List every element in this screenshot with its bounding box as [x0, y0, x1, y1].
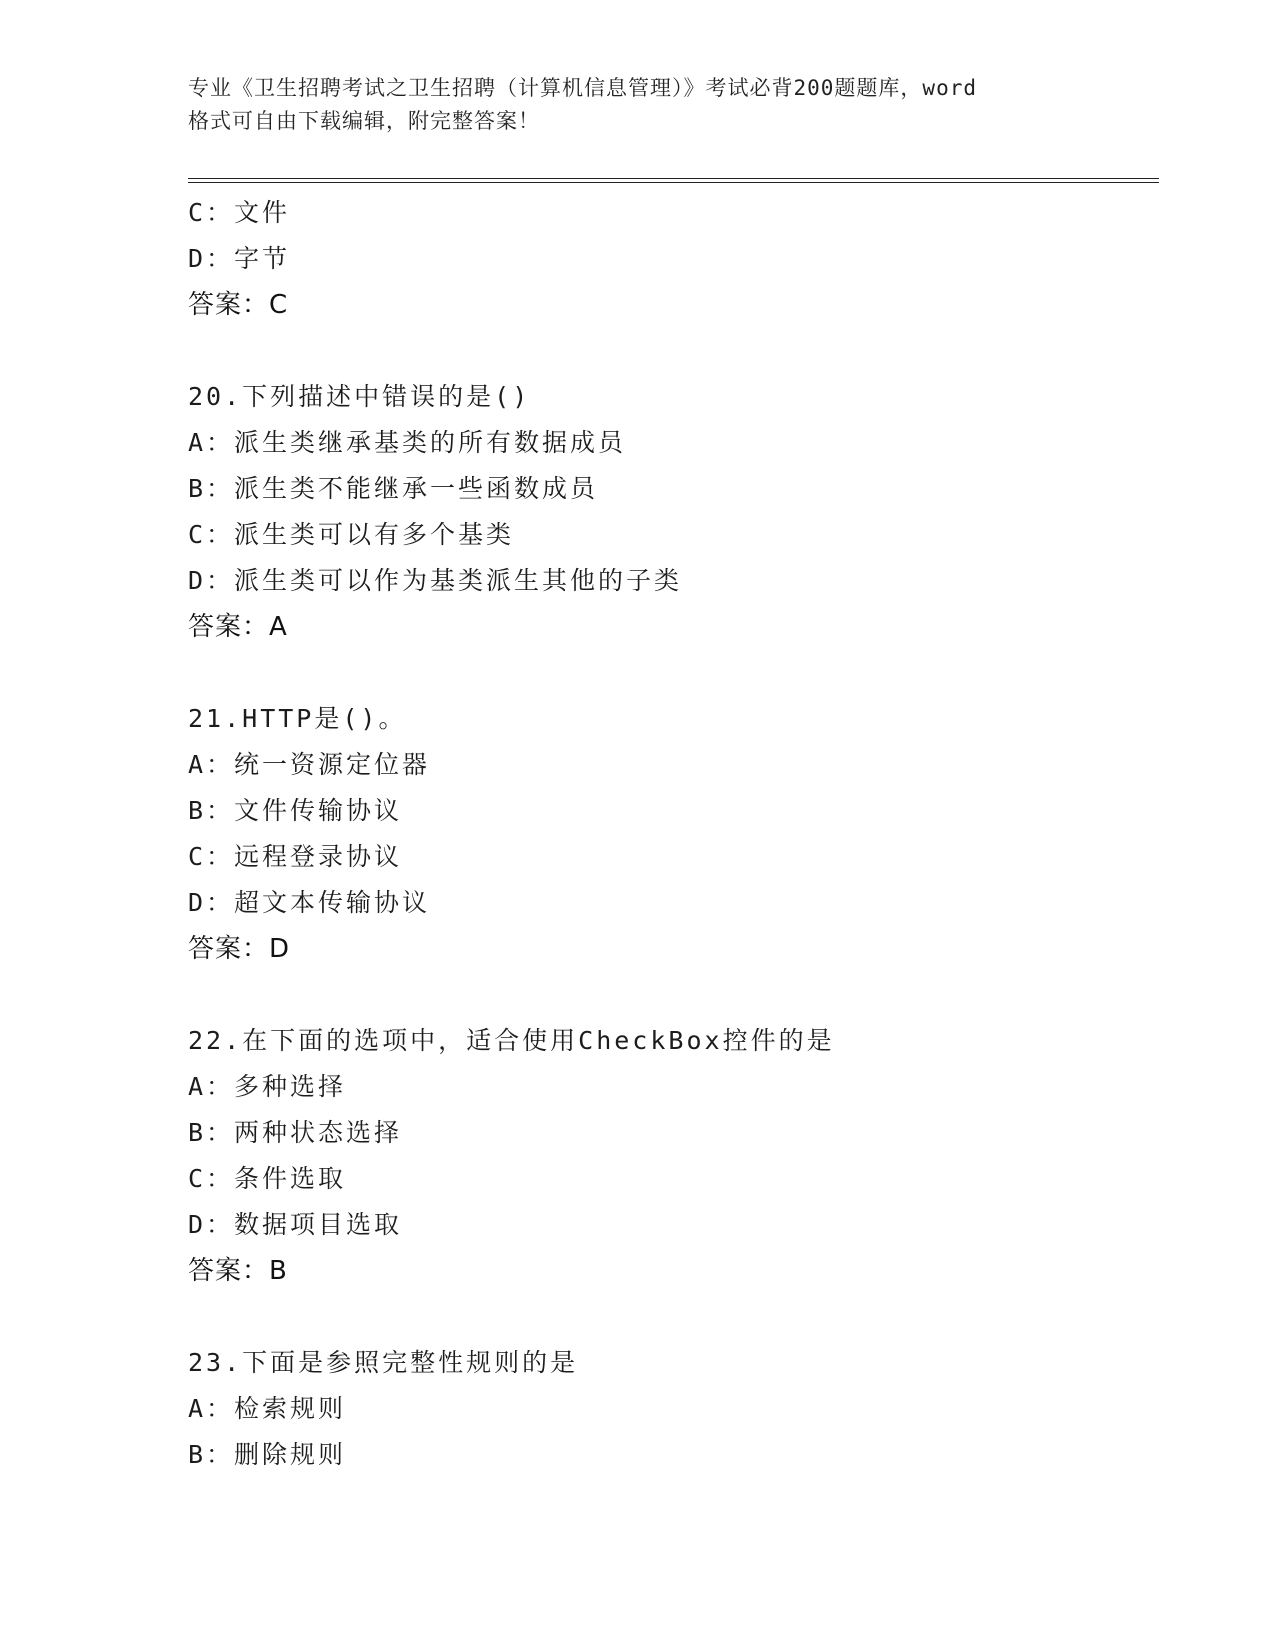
- header-line-1: 专业《卫生招聘考试之卫生招聘（计算机信息管理）》考试必背200题题库，word: [188, 76, 977, 100]
- spacer: [188, 1294, 1148, 1340]
- answer: 答案：D: [188, 934, 291, 964]
- option-d: D：派生类可以作为基类派生其他的子类: [188, 566, 683, 595]
- option-a: A：派生类继承基类的所有数据成员: [188, 428, 627, 457]
- option-b: B：派生类不能继承一些函数成员: [188, 474, 599, 503]
- header-line-2: 格式可自由下载编辑，附完整答案！: [188, 109, 540, 133]
- question-text: 21.HTTP是()。: [188, 704, 407, 733]
- option-c: C：派生类可以有多个基类: [188, 520, 515, 549]
- question-text: 20.下列描述中错误的是(): [188, 382, 531, 411]
- question-text: 22.在下面的选项中，适合使用CheckBox控件的是: [188, 1026, 835, 1055]
- option-c: C：条件选取: [188, 1164, 347, 1193]
- spacer: [188, 972, 1148, 1018]
- answer: 答案：A: [188, 612, 288, 642]
- option-a: A：统一资源定位器: [188, 750, 431, 779]
- document-header: [188, 72, 1088, 138]
- spacer: [188, 650, 1148, 696]
- option-a: A：多种选择: [188, 1072, 347, 1101]
- question-23: [188, 1340, 1148, 1478]
- question-21: [188, 696, 1148, 972]
- option-a: A：检索规则: [188, 1394, 347, 1423]
- question-19: [188, 190, 1148, 328]
- answer: 答案：B: [188, 1256, 288, 1286]
- header-divider: [188, 178, 1159, 183]
- option-b: B：删除规则: [188, 1440, 347, 1469]
- option-d: D：数据项目选取: [188, 1210, 403, 1239]
- question-22: [188, 1018, 1148, 1294]
- option-b: B：文件传输协议: [188, 796, 403, 825]
- option-c: C：远程登录协议: [188, 842, 403, 871]
- question-list: [188, 190, 1148, 1478]
- option-c: C：文件: [188, 198, 291, 227]
- answer: 答案：C: [188, 290, 289, 320]
- option-b: B：两种状态选择: [188, 1118, 403, 1147]
- spacer: [188, 328, 1148, 374]
- option-d: D：超文本传输协议: [188, 888, 431, 917]
- option-d: D：字节: [188, 244, 291, 273]
- question-20: [188, 374, 1148, 650]
- question-text: 23.下面是参照完整性规则的是: [188, 1348, 579, 1377]
